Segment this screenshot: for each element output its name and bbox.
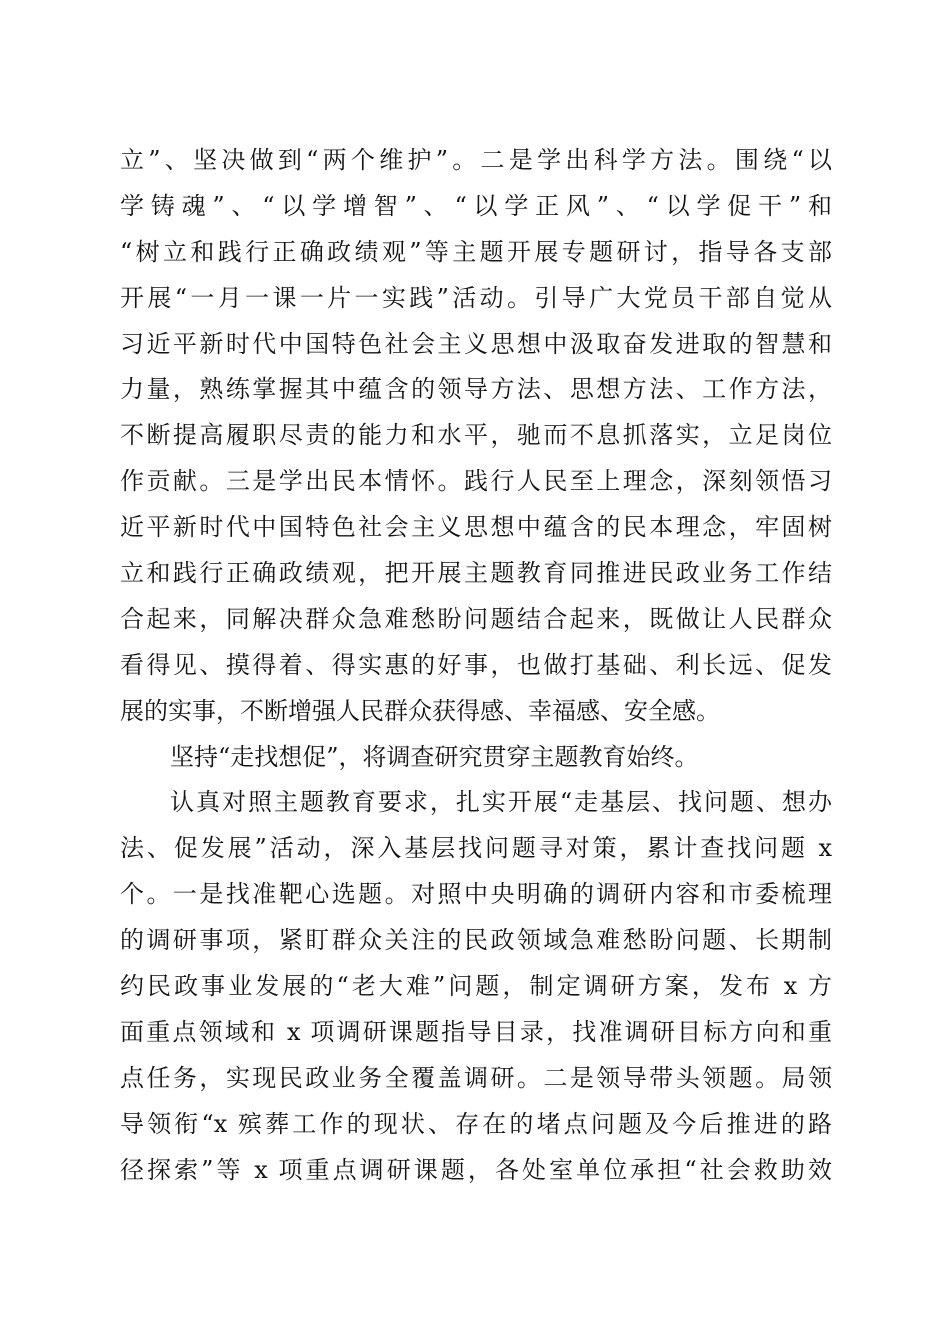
paragraph-line: 法、促发展”活动，深入基层找问题寻对策，累计查找问题 x <box>120 834 832 863</box>
paragraph-line: 开展“一月一课一片一实践”活动。引导广大党员干部自觉从 <box>120 283 832 312</box>
section-heading: 坚持“走找想促”，将调查研究贯穿主题教育始终。 <box>170 742 699 771</box>
paragraph-line: 认真对照主题教育要求，扎实开展“走基层、找问题、想办 <box>170 788 832 817</box>
paragraph-line: 个。一是找准靶心选题。对照中央明确的调研内容和市委梳理 <box>120 880 832 909</box>
paragraph-line: “树立和践行正确政绩观”等主题开展专题研讨，指导各支部 <box>120 237 832 266</box>
paragraph-line: 径探索”等 x 项重点调研课题，各处室单位承担“社会救助效 <box>120 1155 832 1184</box>
paragraph-line: 看得见、摸得着、得实惠的好事，也做打基础、利长远、促发 <box>120 650 832 679</box>
paragraph-line: 合起来，同解决群众急难愁盼问题结合起来，既做让人民群众 <box>120 604 832 633</box>
paragraph-line: 不断提高履职尽责的能力和水平，驰而不息抓落实，立足岗位 <box>120 421 832 450</box>
paragraph-line: 立和践行正确政绩观，把开展主题教育同推进民政业务工作结 <box>120 559 832 588</box>
paragraph-line: 力量，熟练掌握其中蕴含的领导方法、思想方法、工作方法， <box>120 375 832 404</box>
paragraph-line: 约民政事业发展的“老大难”问题，制定调研方案，发布 x 方 <box>120 972 832 1001</box>
paragraph-line: 展的实事，不断增强人民群众获得感、幸福感、安全感。 <box>120 696 720 725</box>
paragraph-line: 近平新时代中国特色社会主义思想中蕴含的民本理念，牢固树 <box>120 513 832 542</box>
document-body <box>120 138 832 1193</box>
paragraph-line: 作贡献。三是学出民本情怀。践行人民至上理念，深刻领悟习 <box>120 467 832 496</box>
paragraph-line: 面重点领域和 x 项调研课题指导目录，找准调研目标方向和重 <box>120 1017 832 1046</box>
paragraph-line: 立”、坚决做到“两个维护”。二是学出科学方法。围绕“以 <box>120 146 832 174</box>
paragraph-line: 导领衔“x 殡葬工作的现状、存在的堵点问题及今后推进的路 <box>120 1109 832 1138</box>
paragraph-line: 习近平新时代中国特色社会主义思想中汲取奋发进取的智慧和 <box>120 329 832 358</box>
paragraph-line: 学铸魂”、“以学增智”、“以学正风”、“以学促干”和 <box>120 191 832 220</box>
paragraph-line: 的调研事项，紧盯群众关注的民政领域急难愁盼问题、长期制 <box>120 926 832 955</box>
paragraph-line: 点任务，实现民政业务全覆盖调研。二是领导带头领题。局领 <box>120 1063 832 1092</box>
